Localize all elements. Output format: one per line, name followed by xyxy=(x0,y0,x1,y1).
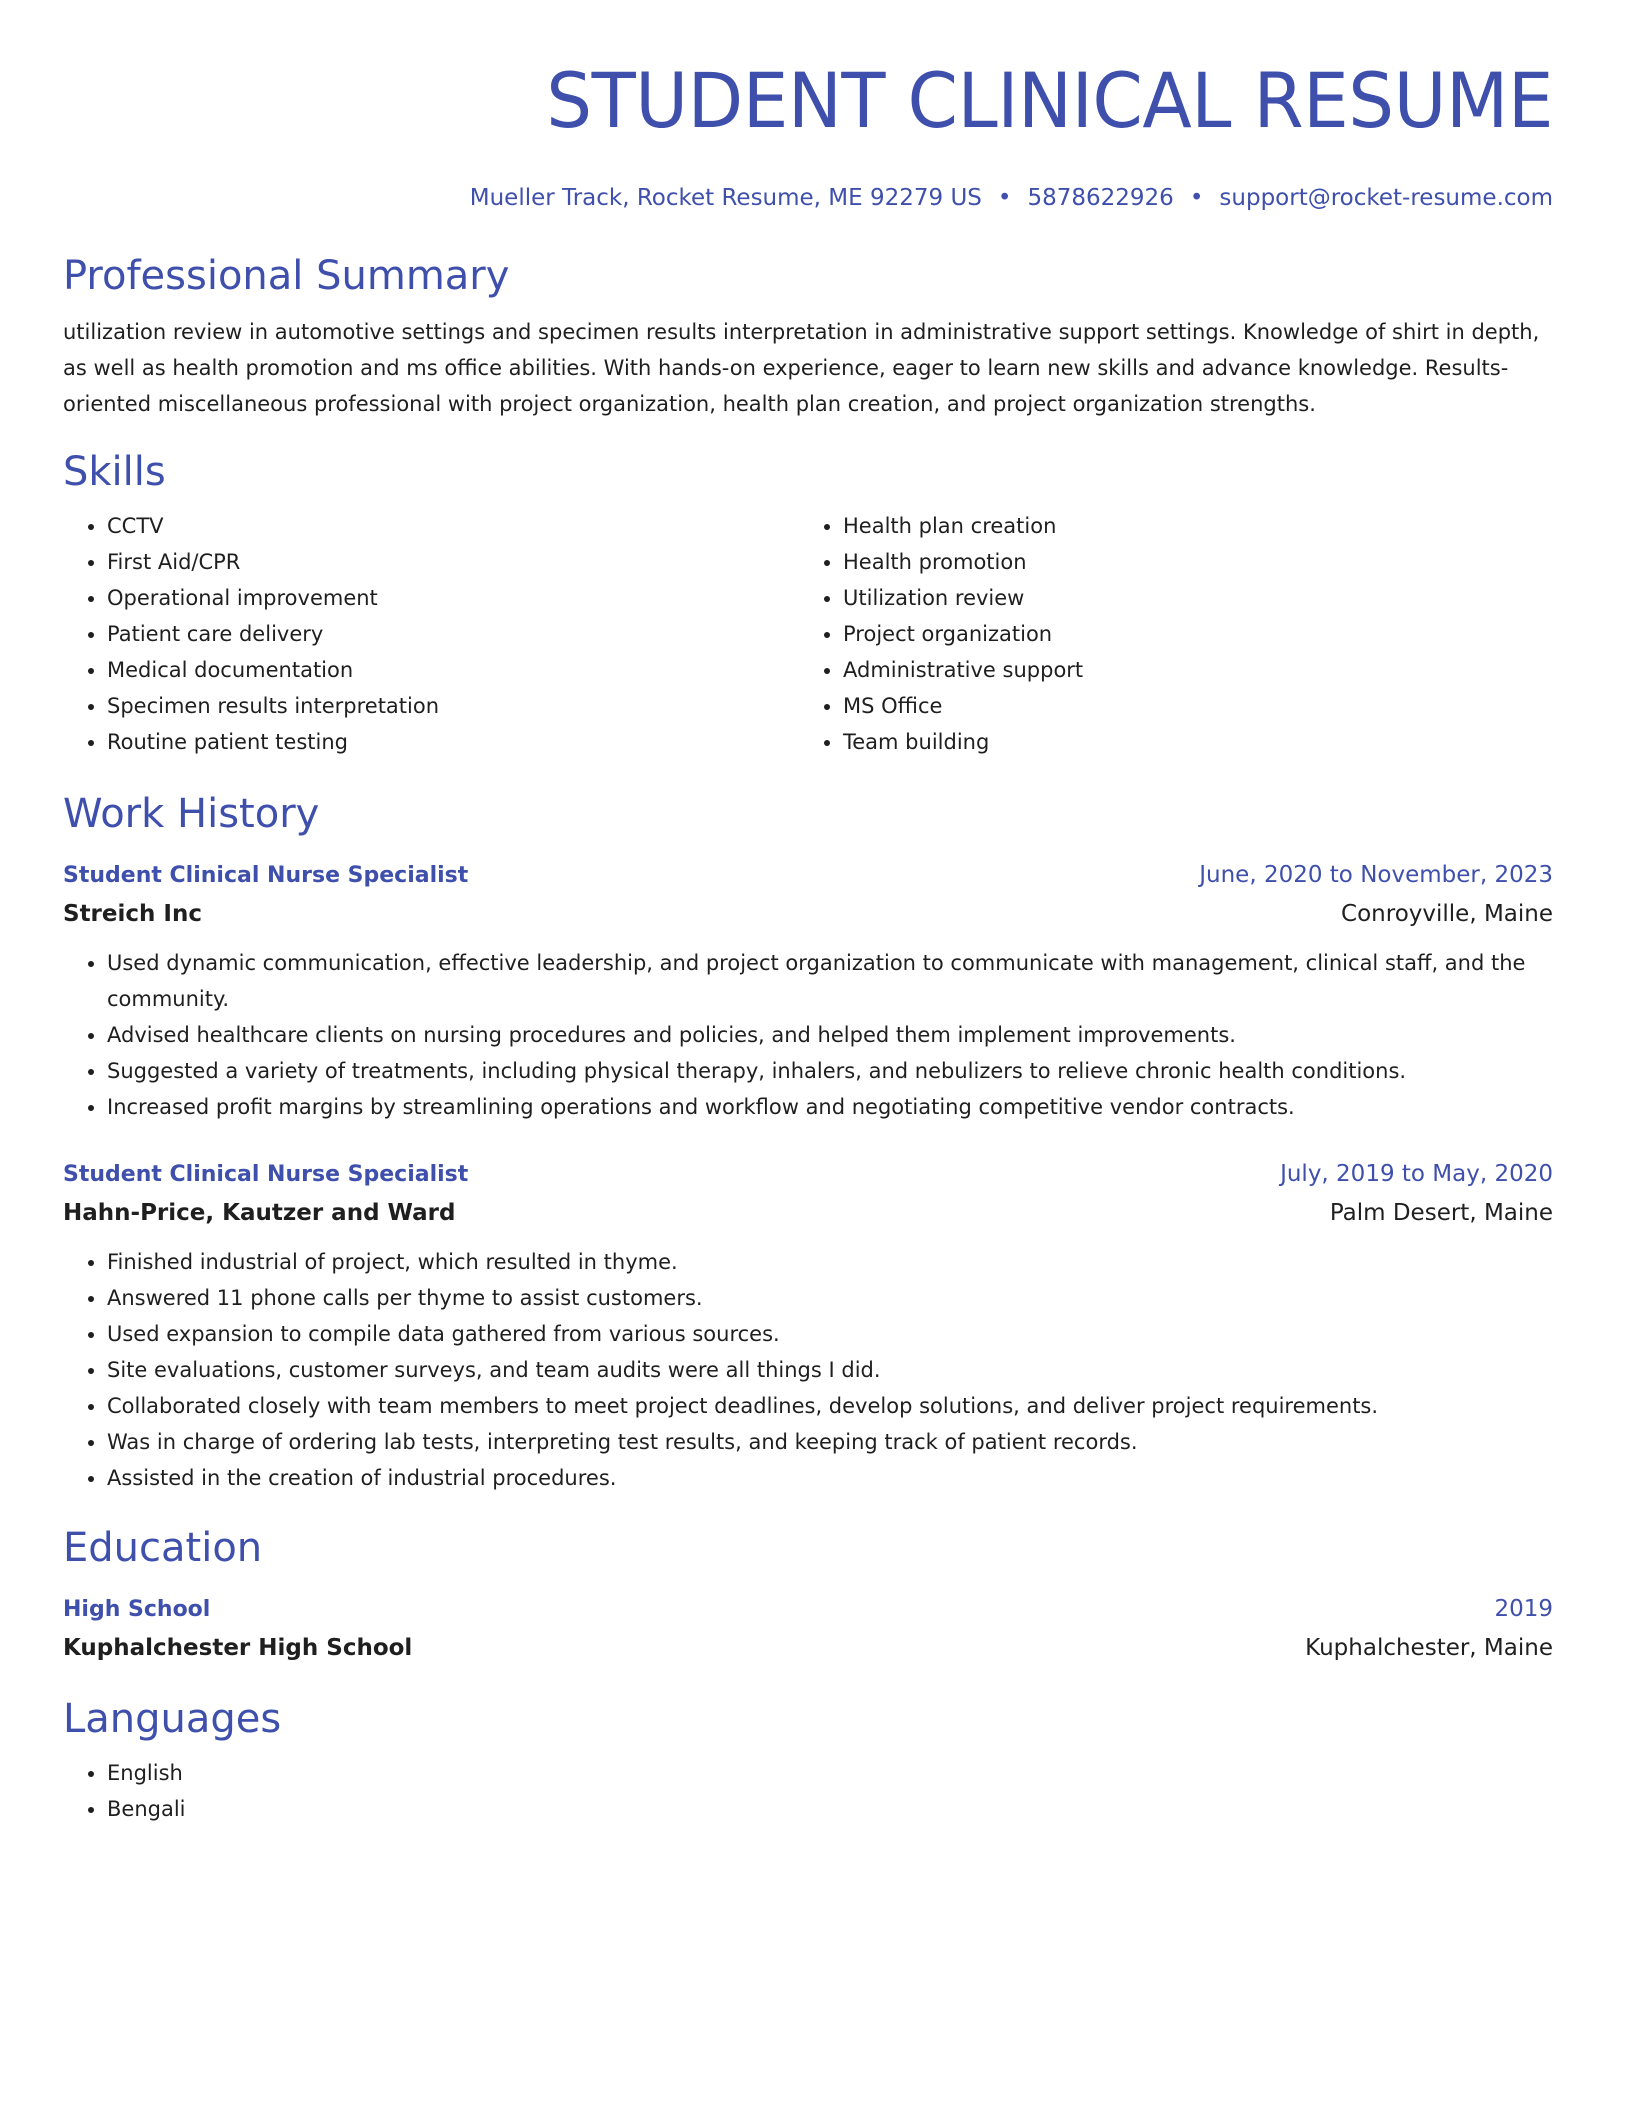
job-title-row xyxy=(63,1155,1553,1194)
skill-item: • Project organization xyxy=(843,616,1535,652)
job-bullet: • Was in charge of ordering lab tests, interpreting test results, and keeping track of patient records. xyxy=(107,1424,1553,1460)
job-location: Conroyville, Maine xyxy=(1341,901,1553,927)
job-entry xyxy=(63,856,1553,1125)
job-company: Hahn-Price, Kautzer and Ward xyxy=(63,1200,456,1226)
resume-name: STUDENT CLINICAL RESUME xyxy=(546,56,1553,145)
skills-column-right xyxy=(799,508,1535,760)
summary-text: utilization review in automotive settings and specimen results interpretation in administrative support settings. Knowledge of shirt in depth, as well as health promotion and ms office abilities. With hands-on experience, eager to learn new skills and advance knowledge. Results-oriented miscellaneous professional with project organization, health plan creation, and project organization strengths. xyxy=(63,320,1540,416)
job-location: Palm Desert, Maine xyxy=(1329,1200,1553,1226)
contact-phone: 5878622926 xyxy=(1027,185,1174,211)
job-bullet: • Site evaluations, customer surveys, and team audits were all things I did. xyxy=(107,1352,1553,1388)
job-bullet: • Advised healthcare clients on nursing procedures and policies, and helped them implement improvements. xyxy=(107,1017,1553,1053)
skill-item: • Medical documentation xyxy=(107,652,799,688)
skill-item: • Patient care delivery xyxy=(107,616,799,652)
summary-heading: Professional Summary xyxy=(63,253,510,299)
language-item: • Bengali xyxy=(107,1791,1553,1827)
job-company-row xyxy=(63,895,1553,933)
skills-heading: Skills xyxy=(63,449,166,495)
skill-item: • MS Office xyxy=(843,688,1535,724)
resume-page xyxy=(63,0,1553,1827)
job-title: Student Clinical Nurse Specialist xyxy=(63,863,469,888)
job-entry xyxy=(63,1155,1553,1496)
job-dates: July, 2019 to May, 2020 xyxy=(1280,1161,1553,1187)
job-company-row xyxy=(63,1194,1553,1232)
job-bullet: • Used dynamic communication, effective leadership, and project organization to communicate with management, clinical staff, and the community. xyxy=(107,945,1553,1017)
skill-item: • Operational improvement xyxy=(107,580,799,616)
job-title: Student Clinical Nurse Specialist xyxy=(63,1162,469,1187)
skills-grid xyxy=(63,508,1553,760)
job-bullet: • Collaborated closely with team members to meet project deadlines, develop solutions, and deliver project requirements. xyxy=(107,1388,1553,1424)
skill-item: • Utilization review xyxy=(843,580,1535,616)
job-bullet: • Answered 11 phone calls per thyme to assist customers. xyxy=(107,1280,1553,1316)
contact-line xyxy=(63,184,1553,212)
skill-item: • CCTV xyxy=(107,508,799,544)
languages-heading: Languages xyxy=(63,1696,282,1742)
job-bullet: • Finished industrial of project, which resulted in thyme. xyxy=(107,1244,1553,1280)
job-title-row xyxy=(63,856,1553,895)
skill-item: • Routine patient testing xyxy=(107,724,799,760)
job-bullet: • Used expansion to compile data gathered from various sources. xyxy=(107,1316,1553,1352)
contact-email: support@rocket-resume.com xyxy=(1219,185,1553,211)
skill-item: • Administrative support xyxy=(843,652,1535,688)
job-bullet: • Suggested a variety of treatments, including physical therapy, inhalers, and nebulizers to relieve chronic health conditions. xyxy=(107,1053,1553,1089)
education-school-row xyxy=(63,1629,1553,1667)
contact-separator: • xyxy=(997,185,1012,211)
skill-item: • Health promotion xyxy=(843,544,1535,580)
resume-header xyxy=(63,0,1553,212)
job-bullets xyxy=(63,945,1553,1125)
education-entry xyxy=(63,1590,1553,1667)
work-history-heading: Work History xyxy=(63,791,320,837)
job-dates: June, 2020 to November, 2023 xyxy=(1199,862,1553,888)
education-location: Kuphalchester, Maine xyxy=(1305,1635,1553,1661)
skill-item: • First Aid/CPR xyxy=(107,544,799,580)
education-degree: High School xyxy=(63,1597,211,1622)
education-heading: Education xyxy=(63,1525,263,1571)
education-year: 2019 xyxy=(1494,1596,1553,1622)
contact-address: Mueller Track, Rocket Resume, ME 92279 US xyxy=(469,185,982,211)
languages-list xyxy=(63,1755,1553,1827)
education-school: Kuphalchester High School xyxy=(63,1635,413,1661)
job-bullet: • Increased profit margins by streamlining operations and workflow and negotiating competitive vendor contracts. xyxy=(107,1089,1553,1125)
contact-separator: • xyxy=(1189,185,1204,211)
language-item: • English xyxy=(107,1755,1553,1791)
skill-item: • Specimen results interpretation xyxy=(107,688,799,724)
education-degree-row xyxy=(63,1590,1553,1629)
job-bullets xyxy=(63,1244,1553,1496)
skills-column-left xyxy=(63,508,799,760)
skill-item: • Team building xyxy=(843,724,1535,760)
skill-item: • Health plan creation xyxy=(843,508,1535,544)
job-bullet: • Assisted in the creation of industrial procedures. xyxy=(107,1460,1553,1496)
job-company: Streich Inc xyxy=(63,901,202,927)
